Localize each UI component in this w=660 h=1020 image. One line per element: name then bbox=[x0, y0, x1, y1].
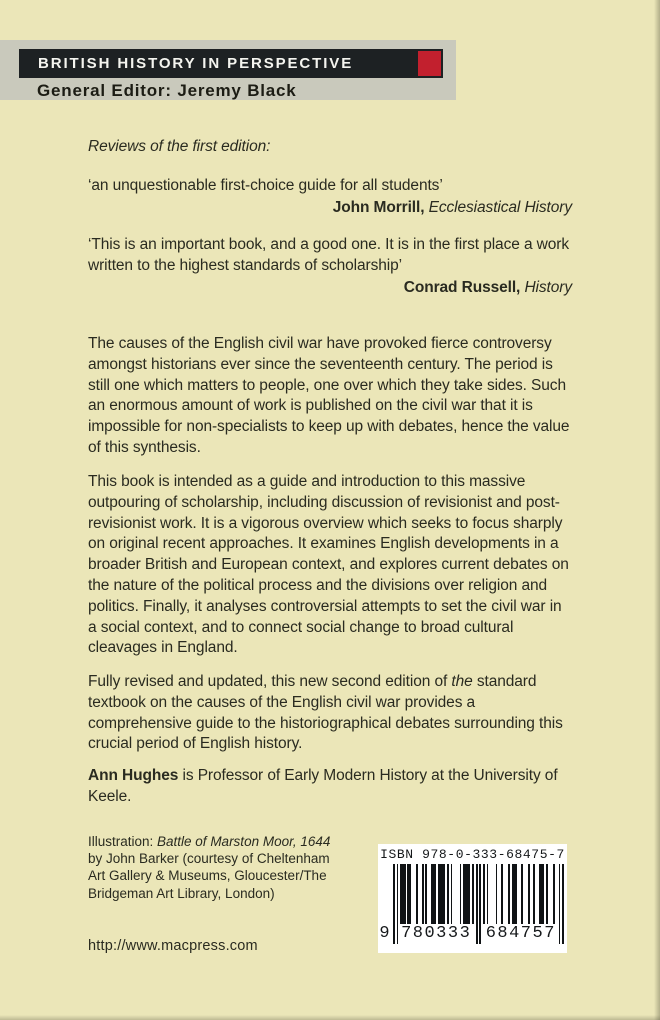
barcode-digit-lead: 9 bbox=[379, 924, 390, 943]
general-editor-label: General Editor: Jeremy Black bbox=[37, 81, 297, 100]
review-attribution bbox=[88, 198, 572, 219]
author-bio: Ann Hughes is Professor of Early Modern History at the University of Keele. bbox=[88, 767, 558, 805]
isbn-label: ISBN 978-0-333-68475-7 bbox=[380, 847, 565, 862]
reviews-heading: Reviews of the first edition: bbox=[88, 138, 271, 155]
review-quote: ‘an unquestionable first-choice guide for all students’ bbox=[88, 177, 443, 194]
publisher-url: http://www.macpress.com bbox=[88, 938, 258, 954]
blurb-paragraph-2: This book is intended as a guide and introduction to this massive outpouring of scholarship, including discussion of revisionist and post-revisionist work. It is a vigorous overview which seeks to focus sharply on original recent approaches. It examines English developments in a broader British and European context, and explores current debates on the nature of the political process and the divisions over religion and politics. Finally, it analyses controversial attempts to set the civil war in a social context, and to connect social change to broad cultural cleavages in England. bbox=[88, 473, 569, 657]
review-source: Ecclesiastical History bbox=[428, 198, 572, 216]
series-title-bar bbox=[19, 49, 443, 78]
series-title: BRITISH HISTORY IN PERSPECTIVE bbox=[38, 55, 354, 72]
reviewer-name: Conrad Russell, bbox=[403, 278, 521, 296]
review-source: History bbox=[524, 278, 572, 296]
isbn-barcode bbox=[378, 844, 567, 953]
illustration-credit: Illustration: Battle of Marston Moor, 1644 by John Barker (courtesy of Cheltenham Art Gallery & Museums, Gloucester/The Bridgeman Art Library, London) bbox=[88, 834, 331, 901]
blurb-paragraph-3: Fully revised and updated, this new second edition of the standard textbook on the causes of the English civil war provides a comprehensive guide to the historiographical debates surrounding this crucial period of English history. bbox=[88, 673, 563, 753]
barcode-digit-group-2: 684757 bbox=[483, 924, 559, 944]
barcode-digit-group-1: 780333 bbox=[398, 924, 474, 944]
review-attribution bbox=[88, 278, 572, 299]
series-banner bbox=[0, 40, 456, 100]
red-accent-square bbox=[418, 51, 441, 76]
reviewer-name: John Morrill, bbox=[332, 198, 425, 216]
review-item-1 bbox=[88, 176, 572, 219]
barcode-bars bbox=[379, 864, 564, 944]
blurb-paragraph-1: The causes of the English civil war have provoked fierce controversy amongst historians ever since the seventeenth century. The period is still one which matters to people, one over which they take sides. Such an enormous amount of work is published on the civil war that it is impossible for non-specialists to keep up with debates, hence the value of this synthesis. bbox=[88, 335, 570, 456]
review-item-2 bbox=[88, 235, 572, 298]
page-edge-shadow-right bbox=[654, 0, 660, 1020]
review-quote: ‘This is an important book, and a good one. It is in the first place a work written to the highest standards of scholarship’ bbox=[88, 236, 570, 274]
page-edge-shadow-bottom bbox=[0, 1015, 660, 1020]
